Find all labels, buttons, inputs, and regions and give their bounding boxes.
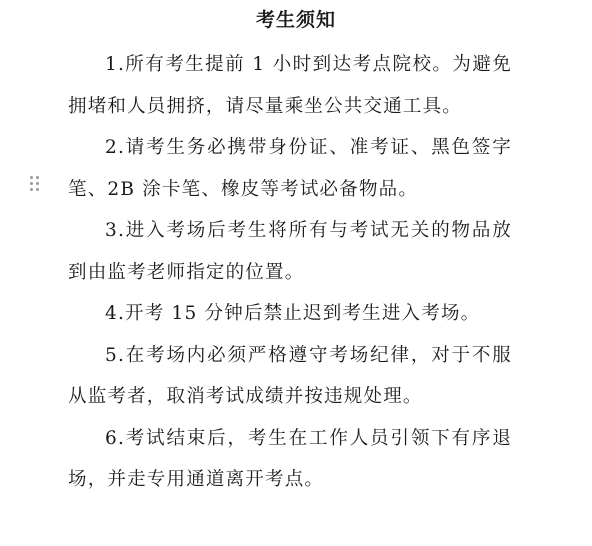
paragraph-5: 5.在考场内必须严格遵守考场纪律，对于不服从监考者，取消考试成绩并按违规处理。 <box>68 344 512 407</box>
paragraph-6: 6.考试结束后，考生在工作人员引领下有序退场，并走专用通道离开考点。 <box>68 427 512 490</box>
paragraph-2: 2.请考生务必携带身份证、准考证、黑色签字笔、2B 涂卡笔、橡皮等考试必备物品。 <box>68 137 512 200</box>
paragraph-4: 4.开考 15 分钟后禁止迟到考生进入考场。 <box>105 303 481 324</box>
drag-handle-icon[interactable] <box>30 176 40 192</box>
paragraph-3: 3.进入考场后考生将所有与考试无关的物品放到由监考老师指定的位置。 <box>68 220 512 283</box>
document-body <box>68 44 512 501</box>
document-title: 考生须知 <box>255 9 336 31</box>
paragraph-1: 1.所有考生提前 1 小时到达考点院校。为避免拥堵和人员拥挤，请尽量乘坐公共交通工具。 <box>68 54 512 117</box>
